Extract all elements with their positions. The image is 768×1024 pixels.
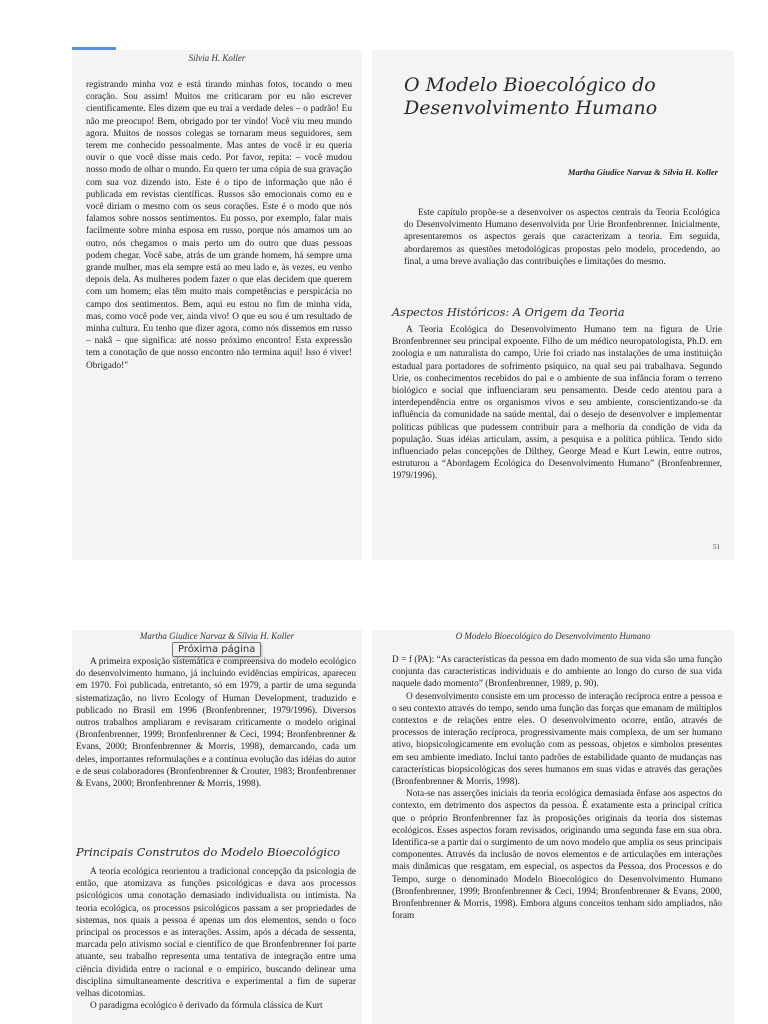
page-body bbox=[76, 656, 356, 790]
paragraph: D = f (PA): “As características da pessoa em dado momento de sua vida são uma função conjunta das características individuais e do ambiente ao longo do curso de sua vida naquele dado momento” (Bronfenbrenner, 1989, p. 90). bbox=[392, 655, 722, 690]
page-number: 51 bbox=[713, 543, 720, 551]
paragraph: A primeira exposição sistemática e compreensiva do modelo ecológico do desenvolvimento humano, já incluindo evidências empíricas, apareceu em 1970. Foi publicada, entretanto, só em 1979, a partir de uma segunda sistematização, no livro Ecology of Human Development, traduzido e publicado no Brasil em 1996 (Bronfenbrenner, 1979/1996). Diversos outros trabalhos ampliaram e revisaram criticamente o modelo original (Bronfenbrenner, 1999; Bronfenbrenner & Ceci, 1994; Bronfenbrenner & Evans, 2000; Bronfenbrenner & Morris, 1998), demarcando, cada um deles, importantes reformulações e a contínua evolução das idéias do autor e de seus colaboradores (Bronfenbrenner & Crouter, 1983; Bronfenbrenner & Evans, 2000; Bronfenbrenner & Morris, 1998). bbox=[76, 657, 356, 790]
page-gap bbox=[0, 560, 768, 630]
page-body bbox=[392, 654, 722, 922]
section-body bbox=[76, 866, 356, 1012]
paragraph: Este capítulo propõe-se a desenvolver os aspectos centrais da Teoria Ecológica do Desenvolvimento Humano desenvolvida por Urie Bronfenbrenner. Inicialmente, apresentaremos os aspectos gerais que caracterizam a teoria. Em seguida, abordaremos as questões metodológicas propostas pelo modelo, procedendo, ao final, a uma breve avaliação das contribuições e limitações do mesmo. bbox=[404, 208, 720, 267]
paragraph: O paradigma ecológico é derivado da fórmula clássica de Kurt bbox=[90, 1001, 323, 1012]
page-body bbox=[86, 79, 352, 372]
chapter-title-line: Desenvolvimento Humano bbox=[404, 97, 658, 119]
paragraph: A Teoria Ecológica do Desenvolvimento Humano tem na figura de Urie Bronfenbrenner seu principal expoente. Filho de um médico neuropatologista, Ph.D. em zoologia e um naturalista do campo, Urie foi criado nas instalações de uma instituição estadual para portadores de sofrimento psíquico, na qual seu pai trabalhava. Segundo Urie, os conhecimentos recebidos do pai e o ambiente de sua infância foram o terreno biológico e social que influenciaram seu pensamento. Desde cedo atentou para a interdependência entre os organismos vivos e seu ambiente, conscientizando-se da influência da comunidade na saúde mental, daí o desejo de desenvolver e implementar políticas públicas que pudessem contribuir para a melhoria da condição de vida da população. Suas idéias articulam, assim, a pesquisa e a política pública. Tendo sido influenciado pelas concepções de Dilthey, George Mead e Kurt Lewin, entre outros, estruturou a “Abordagem Ecológica do Desenvolvimento Humano” (Bronfenbrenner, 1979/1996). bbox=[392, 325, 722, 482]
section-heading: Principais Construtos do Modelo Bioecológico bbox=[76, 846, 341, 859]
running-head: O Modelo Bioecológico do Desenvolvimento Humano bbox=[455, 631, 651, 641]
chapter-title bbox=[404, 74, 724, 120]
chapter-abstract bbox=[404, 207, 720, 268]
next-page-tooltip: Próxima página bbox=[172, 642, 261, 657]
section-body bbox=[392, 324, 722, 483]
chapter-authors: Martha Giudice Narvaz & Sílvia H. Koller bbox=[567, 167, 718, 177]
running-head: Martha Giudice Narvaz & Sílvia H. Koller bbox=[139, 631, 295, 641]
book-page-50 bbox=[72, 50, 362, 560]
book-page-52 bbox=[72, 630, 362, 1024]
paragraph: A teoria ecológica reorientou a tradicional concepção da psicologia de então, que atomizava as funções psicológicas e dava aos processos psicológicos uma conotação demasiado individualista ou intimista. Na teoria ecológica, os processos psicológicos passam a ser propriedades de sistemas, nos quais a pessoa é apenas um dos elementos, sendo o foco principal os processos e as interações. Assim, após a década de sessenta, marcada pelo ativismo social e científico de que Bronfenbrenner foi parte atuante, seu trabalho representa uma tentativa de integração entre uma ciência dividida entre o racional e o empírico, buscando delinear uma disciplina simultaneamente descritiva e experimental a fim de superar velhas dicotomias. bbox=[76, 867, 356, 1000]
paragraph: O desenvolvimento consiste em um processo de interação recíproca entre a pessoa e o seu contexto através do tempo, sendo uma função das forças que emanam de múltiplos contextos e de relações entre eles. O desenvolvimento ocorre, então, através de processos de interação recíproca, progressivamente mais complexa, de um ser humano ativo, biopsicologicamente em evolução com as pessoas, objetos e símbolos presentes em seu ambiente imediato. Inclui tanto padrões de estabilidade quanto de mudanças nas características biopsicológicas dos seres humanos em suas vidas e através das gerações (Bronfenbrenner & Morris, 1998). bbox=[392, 691, 722, 788]
paragraph: Nota-se nas asserções iniciais da teoria ecológica demasiada ênfase aos aspectos do contexto, em detrimento dos aspectos da pessoa. É exatamente esta a principal crítica que o próprio Bronfenbrenner faz às proposições originais da teoria dos sistemas ecológicos. Esses aspectos foram revisados, originando uma segunda fase em sua obra. Identifica-se a partir daí o surgimento de um novo modelo que amplia os seus principais componentes. Através da inclusão de novos elementos e de articulações em interações mais dinâmicas que resgatam, em especial, os aspectos da Pessoa, dos Processos e do Tempo, surge o denominado Modelo Bioecológico do Desenvolvimento Humano (Bronfenbrenner, 1999; Bronfenbrenner & Ceci, 1994; Bronfenbrenner & Evans, 2000, Bronfenbrenner & Morris, 1998). Embora alguns conceitos tenham sido ampliados, não foram bbox=[392, 789, 722, 922]
book-page-53 bbox=[372, 630, 734, 1024]
section-heading: Aspectos Históricos: A Origem da Teoria bbox=[392, 306, 625, 319]
running-head: Sílvia H. Koller bbox=[188, 53, 246, 63]
paragraph: registrando minha voz e está tirando minhas fotos, tocando o meu coração. Sou assim! Muitos me criticaram por eu não escrever cientificamente. Eles dizem que eu traí a verdade deles – o padrão! Eu não me preocupo! Bem, obrigado por ter vindo! Você viu meu mundo agora. Muitos de nossos colegas se tornaram meus seguidores, sem terem me conhecido pessoalmente. Mas antes de você ir eu queria ouvir o que você disse mais cedo. Por favor, repita: – você mudou nosso modo de olhar o mundo. Eu quero ter uma cópia de sua gravação com sua voz dizendo isto. Este é o tipo de informação que não é publicada em revistas científicas. Russos são emocionais como eu e você diriam o mesmo com os seus corações. Este é o modo que nós falamos sobre nossos sentimentos. Eu posso, por exemplo, falar mais facilmente sobre minha esposa em russo, porque nós amamos um ao outro, nós chegamos o mais perto um do outro que duas pessoas podem chegar. Você sabe, atrás de um grande homem, há sempre uma grande mulher, mas ela sempre está ao meu lado e, às vezes, eu venho depois dela. As mulheres podem fazer o que elas decidem que querem com um homem; elas têm muito mais competências e perspicácia no campo dos sentimentos. Bem, aqui eu estou no fim de minha vida, mas, como você pode ver, ainda vivo! O que eu sou é um resultado de minha cultura. Eu tenho que dizer agora, como nós dissemos em russo – nakâ – que significa: até nosso próximo encontro! Esta expressão tem a conotação de que nosso encontro não terminа aqui! Isso é viver! Obrigado!" bbox=[86, 80, 352, 371]
book-page-51 bbox=[372, 50, 734, 560]
chapter-title-line: O Modelo Bioecológico do bbox=[404, 74, 656, 96]
